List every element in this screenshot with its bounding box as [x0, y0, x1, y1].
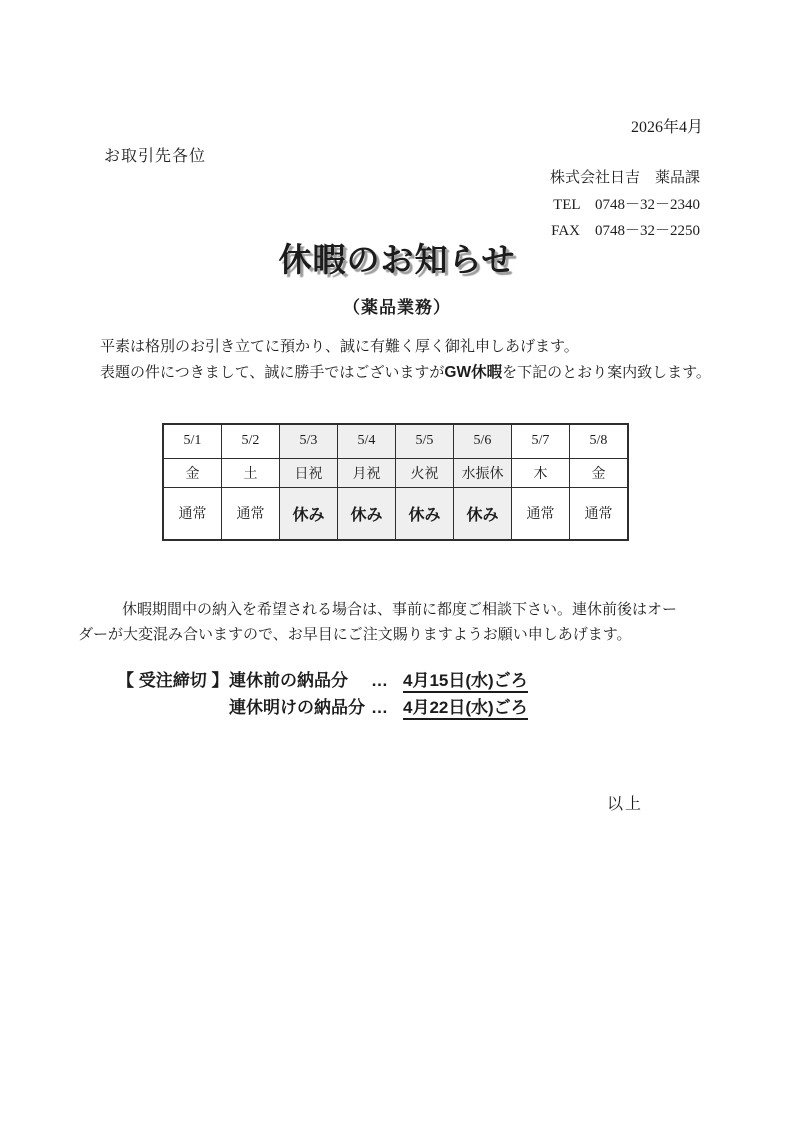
greeting-paragraph	[100, 334, 711, 386]
status-cell: 休み	[396, 487, 454, 540]
day-cell: 火祝	[396, 458, 454, 487]
date-cell: 5/6	[454, 424, 512, 458]
post-holiday-date: 4月22日(水)ごろ	[403, 698, 528, 720]
status-cell: 通常	[570, 487, 629, 540]
date-cell: 5/7	[512, 424, 570, 458]
date-cell: 5/1	[163, 424, 222, 458]
company-name: 株式会社日吉 薬品課	[549, 170, 700, 186]
status-row	[163, 487, 628, 540]
order-deadline-block	[117, 667, 528, 721]
status-cell: 休み	[454, 487, 512, 540]
status-cell: 休み	[280, 487, 338, 540]
greeting-line-1: 平素は格別のお引き立てに預かり、誠に有難く厚く御礼申しあげます。	[100, 339, 579, 355]
post-holiday-label: 連休明けの納品分	[229, 698, 365, 717]
greeting-line-2-after: を下記のとおり案内致します。	[502, 365, 711, 381]
days-row	[163, 458, 628, 487]
day-cell: 木	[512, 458, 570, 487]
date-cell: 5/2	[222, 424, 280, 458]
day-cell: 日祝	[280, 458, 338, 487]
date-cell: 5/3	[280, 424, 338, 458]
fax-line: FAX 0748－32－2250	[551, 223, 700, 239]
tel-line: TEL 0748－32－2340	[553, 196, 700, 213]
notice-line-2: ダーが大変混み合いますので、お早目にご注文賜りますようお願い申しあげます。	[78, 627, 632, 643]
status-cell: 通常	[222, 487, 280, 540]
day-cell: 水振休	[454, 458, 512, 487]
day-cell: 土	[222, 458, 280, 487]
day-cell: 月祝	[338, 458, 396, 487]
pre-holiday-label: 連休前の納品分	[229, 671, 348, 690]
deadline-row-1	[117, 667, 528, 694]
greeting-line-2-before: 表題の件につきまして、誠に勝手ではございますが	[100, 365, 445, 381]
status-cell: 通常	[512, 487, 570, 540]
greeting-line-2	[100, 360, 711, 386]
day-cell: 金	[570, 458, 629, 487]
dates-row	[163, 424, 628, 458]
day-cell: 金	[163, 458, 222, 487]
document-date: 2026年4月	[630, 119, 703, 136]
document-subtitle: （薬品業務）	[343, 298, 451, 317]
notice-paragraph	[78, 598, 728, 648]
order-deadline-heading: 【 受注締切 】	[117, 671, 229, 690]
notice-line-1: 休暇期間中の納入を希望される場合は、事前に都度ご相談下さい。連休前後はオー	[122, 602, 678, 618]
recipient-line: お取引先各位	[104, 148, 207, 165]
sender-block	[550, 165, 700, 245]
date-cell: 5/8	[570, 424, 629, 458]
document-title: 休暇のお知らせ	[278, 241, 516, 278]
closing-word: 以上	[607, 796, 644, 813]
ellipsis: …	[371, 698, 388, 717]
ellipsis: …	[371, 671, 388, 690]
gw-holiday-emphasis: GW休暇	[444, 364, 503, 381]
status-cell: 休み	[338, 487, 396, 540]
date-cell: 5/5	[396, 424, 454, 458]
pre-holiday-date: 4月15日(水)ごろ	[403, 671, 528, 693]
holiday-schedule-table	[162, 423, 629, 541]
status-cell: 通常	[163, 487, 222, 540]
deadline-row-2	[117, 694, 528, 721]
date-cell: 5/4	[338, 424, 396, 458]
